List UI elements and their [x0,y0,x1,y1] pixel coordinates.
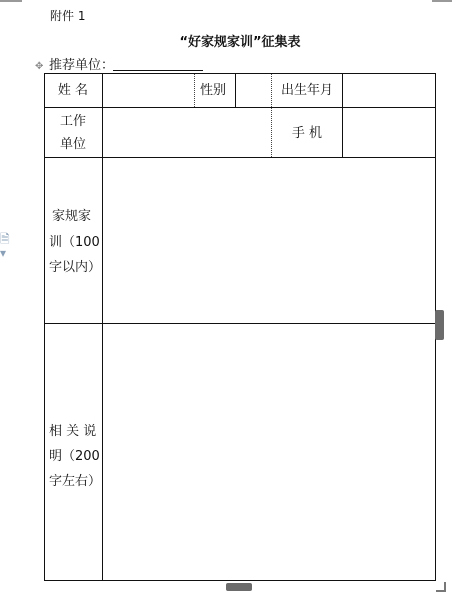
notes-input[interactable] [103,324,435,580]
table-line [194,74,195,107]
add-row-handle-icon[interactable] [226,583,252,591]
recommender-label: 推荐单位： [49,58,115,73]
notes-label-line2: 明（200 [49,449,100,464]
attachment-label: 附件 1 [50,9,86,23]
add-column-handle-icon[interactable] [435,310,444,340]
family-rules-label-line2: 训（100 [49,235,100,250]
birth-date-input[interactable] [343,74,435,107]
top-edge-mark-right [432,0,452,2]
top-edge-mark-left [0,0,22,2]
family-rules-input[interactable] [103,158,435,323]
phone-input[interactable] [343,108,435,157]
family-rules-label-line3: 字以内） [49,260,102,275]
notes-label-line1: 相 关 说 [49,424,97,439]
name-input[interactable] [103,74,193,107]
gender-label: 性别 [200,83,227,98]
family-rules-label-line1: 家规家 [52,209,92,224]
name-label: 姓 名 [57,83,89,98]
phone-label: 手 机 [291,126,323,141]
notes-label-line3: 字左右） [49,474,102,489]
document-icon[interactable]: 🗎▾ [0,232,10,260]
work-unit-input[interactable] [103,108,270,157]
work-unit-label-line1: 工作 [59,114,86,129]
table-move-handle-icon[interactable]: ✥ [35,61,44,72]
birth-date-label: 出生年月 [280,83,333,98]
work-unit-label-line2: 单位 [59,137,86,152]
gender-input[interactable] [236,74,270,107]
table-line [44,580,436,581]
recommender-input-line[interactable] [113,70,203,71]
resize-corner-icon[interactable] [436,582,446,592]
form-title: “好家规家训”征集表 [179,35,301,50]
